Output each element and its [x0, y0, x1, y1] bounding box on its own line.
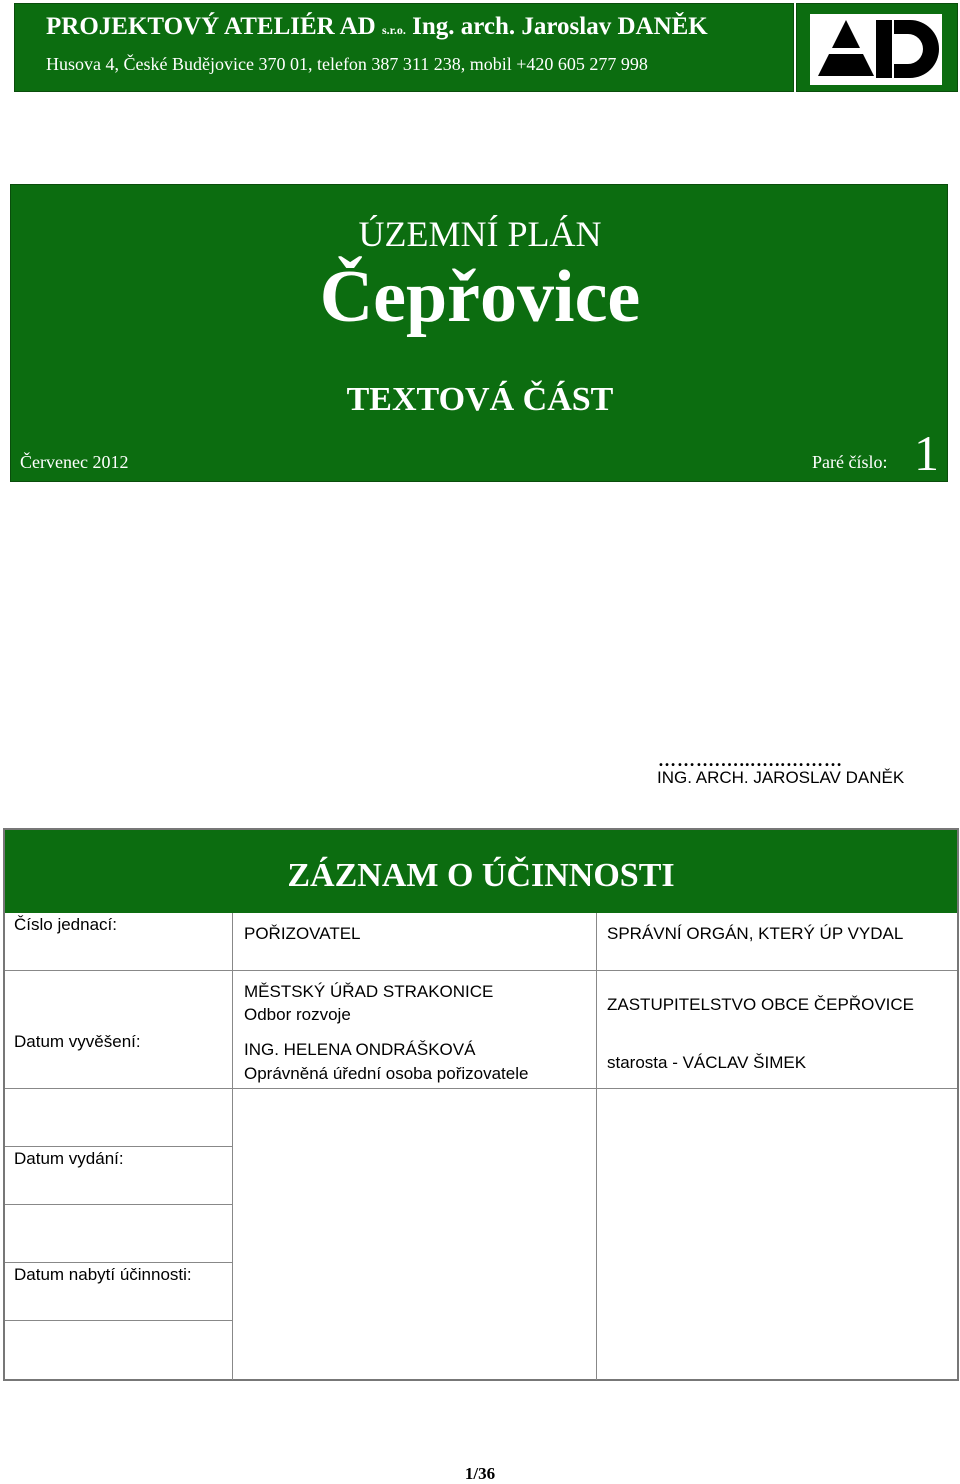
grid-hline [5, 1204, 232, 1205]
label-reference-number: Číslo jednací: [14, 915, 117, 934]
procurer-person: ING. HELENA ONDRÁŠKOVÁ [244, 1040, 476, 1059]
document-date: Červenec 2012 [20, 452, 129, 472]
procurer-department: Odbor rozvoje [244, 1005, 351, 1024]
label-posting-date: Datum vyvěšení: [14, 1032, 141, 1051]
copy-number: 1 [914, 425, 939, 481]
company-name [46, 13, 708, 41]
grid-hline [5, 970, 957, 971]
municipality-name: Čepřovice [319, 256, 641, 338]
architect-name: Ing. arch. Jaroslav DANĚK [412, 13, 708, 40]
authority-heading: SPRÁVNÍ ORGÁN, KTERÝ ÚP VYDAL [607, 924, 904, 943]
grid-hline [5, 1262, 232, 1263]
procurer-role: Oprávněná úřední osoba pořizovatele [244, 1064, 529, 1083]
authority-body: ZASTUPITELSTVO OBCE ČEPŘOVICE [607, 995, 915, 1014]
grid-hline [5, 1146, 232, 1147]
ad-logo [810, 14, 942, 85]
label-issue-date: Datum vydání: [14, 1149, 124, 1168]
grid-hline [5, 1088, 957, 1089]
plan-type: ÚZEMNÍ PLÁN [358, 214, 602, 254]
label-effective-date: Datum nabytí účinnosti: [14, 1265, 192, 1284]
signature-line: ……….…...…..……… [658, 750, 843, 770]
grid-vline [596, 913, 597, 1380]
grid-hline [5, 1320, 232, 1321]
signature-name: ING. ARCH. JAROSLAV DANĚK [657, 768, 905, 787]
company-title: PROJEKTOVÝ ATELIÉR AD [46, 13, 376, 40]
company-address: Husova 4, České Budějovice 370 01, telefon 387 311 238, mobil +420 605 277 998 [46, 54, 648, 74]
record-title: ZÁZNAM O ÚČINNOSTI [287, 857, 675, 894]
procurer-heading: POŘIZOVATEL [244, 924, 361, 943]
grid-vline [232, 913, 233, 1380]
authority-mayor: starosta - VÁCLAV ŠIMEK [607, 1053, 807, 1072]
copy-number-label: Paré číslo: [812, 452, 888, 472]
document-part: TEXTOVÁ ČÁST [346, 381, 614, 418]
page-number: 1/36 [464, 1464, 496, 1483]
company-form: s.r.o. [381, 23, 406, 37]
ad-logo-graphic [810, 14, 942, 85]
procurer-office: MĚSTSKÝ ÚŘAD STRAKONICE [244, 982, 494, 1001]
